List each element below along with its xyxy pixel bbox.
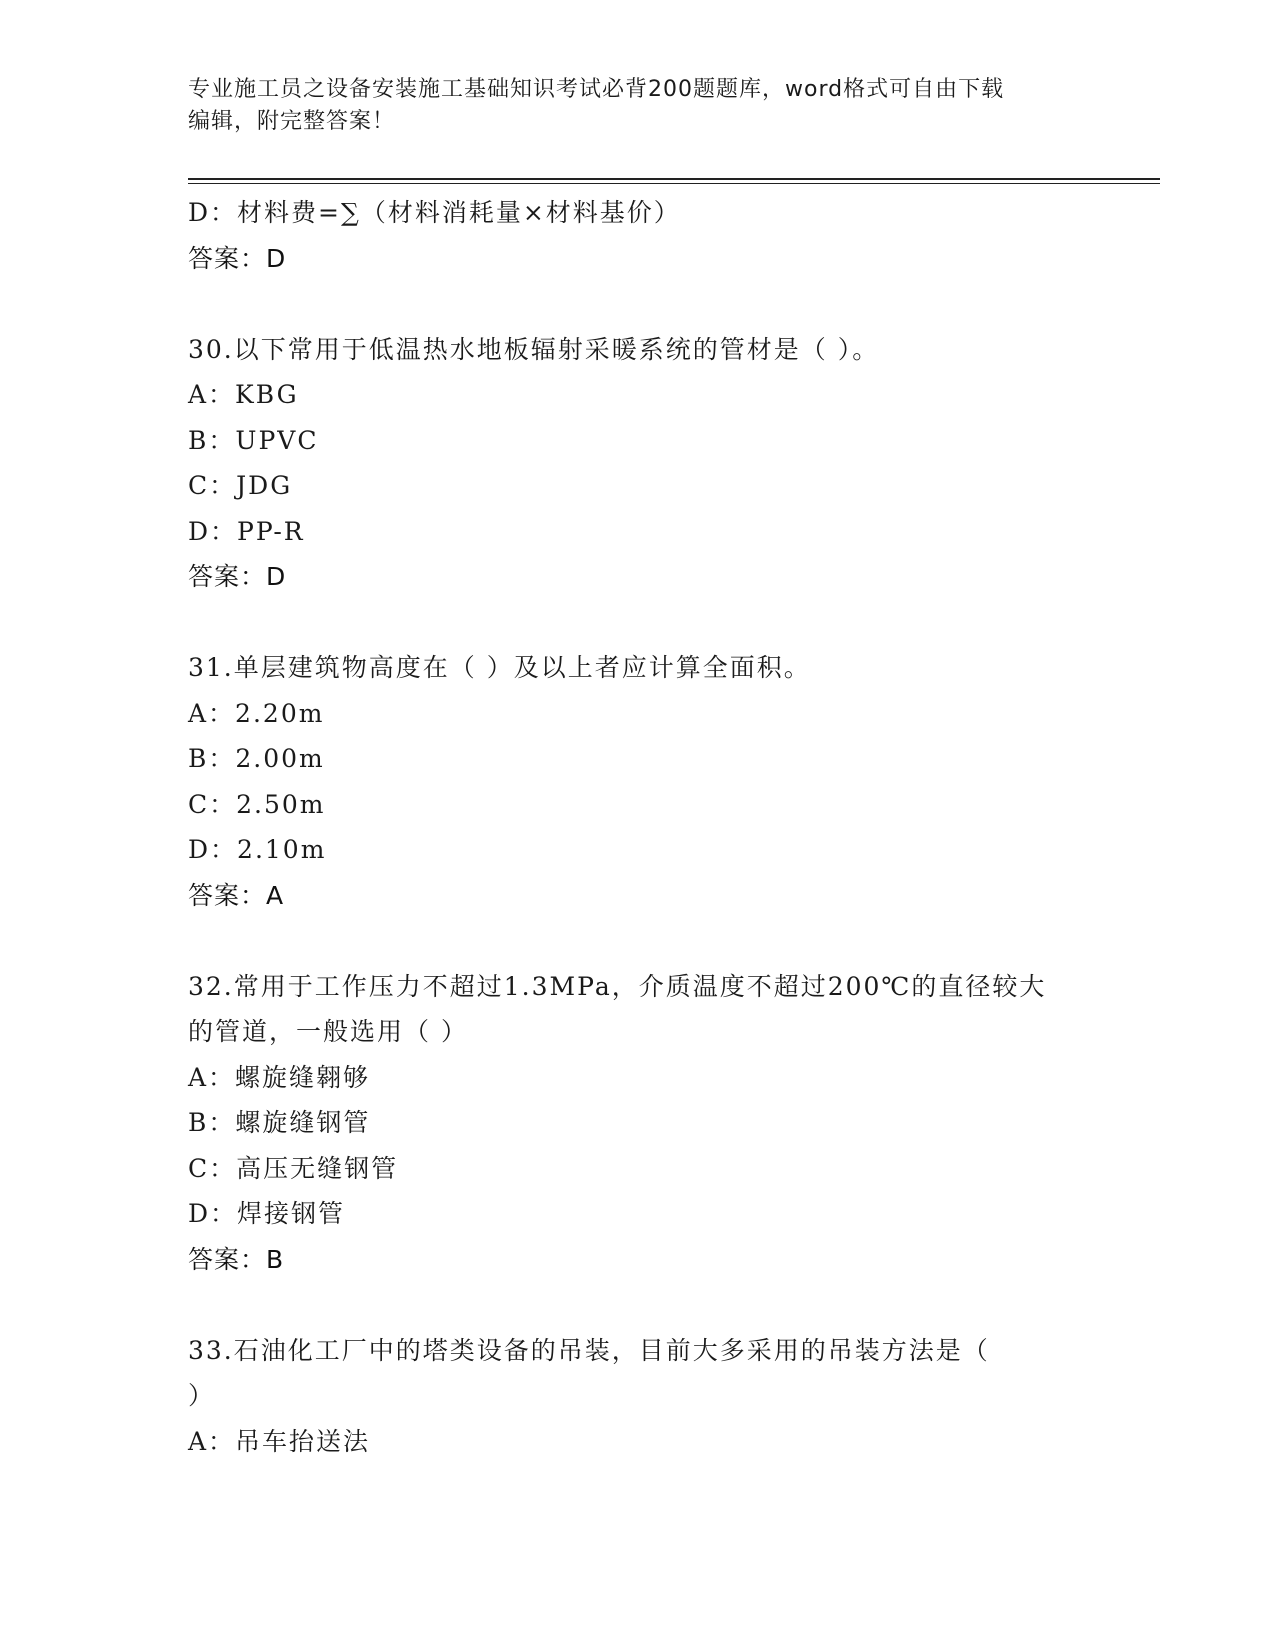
option-d: D：PP-R bbox=[188, 516, 305, 546]
question-30 bbox=[188, 327, 1088, 600]
option-a: A：KBG bbox=[188, 380, 299, 409]
option-d: D：2.10m bbox=[188, 835, 327, 864]
answer-line: 答案：D bbox=[188, 243, 287, 273]
answer-line: 答案：A bbox=[188, 880, 285, 910]
answer-line: 答案：B bbox=[188, 1244, 285, 1274]
question-stem-line-1: 33.石油化工厂中的塔类设备的吊装，目前大多采用的吊装方法是（ bbox=[188, 1335, 990, 1365]
question-32 bbox=[188, 964, 1088, 1283]
question-stem-line-2: ） bbox=[188, 1381, 216, 1410]
option-a: A：螺旋缝翱够 bbox=[188, 1062, 371, 1092]
question-stem-line-2: 的管道，一般选用（ ） bbox=[188, 1017, 468, 1046]
option-a: A：吊车抬送法 bbox=[188, 1426, 371, 1456]
option-a: A：2.20m bbox=[188, 698, 325, 728]
question-stem-line-1: 32.常用于工作压力不超过1.3MPa，介质温度不超过200℃的直径较大 bbox=[188, 971, 1047, 1001]
question-stem: 31.单层建筑物高度在（ ）及以上者应计算全面积。 bbox=[188, 653, 811, 682]
answer-line: 答案：D bbox=[188, 562, 287, 591]
document-header bbox=[188, 74, 1088, 138]
question-list bbox=[188, 190, 1088, 1464]
header-title-line-2: 编辑，附完整答案！ bbox=[188, 109, 396, 134]
option-b: B：UPVC bbox=[188, 425, 319, 455]
header-divider-thin bbox=[188, 183, 1160, 184]
question-33 bbox=[188, 1328, 1088, 1465]
option-c: C：高压无缝钢管 bbox=[188, 1153, 399, 1183]
question-stem: 30.以下常用于低温热水地板辐射采暖系统的管材是（ ）。 bbox=[188, 334, 880, 364]
header-divider-thick bbox=[188, 178, 1160, 180]
option-d: D：焊接钢管 bbox=[188, 1199, 346, 1228]
header-title-line-1: 专业施工员之设备安装施工基础知识考试必背200题题库，word格式可自由下载 bbox=[188, 77, 1005, 102]
question-31 bbox=[188, 645, 1088, 918]
option-d: D：材料费=∑（材料消耗量×材料基价） bbox=[188, 198, 681, 227]
option-b: B：2.00m bbox=[188, 744, 325, 773]
option-c: C：JDG bbox=[188, 471, 293, 500]
option-b: B：螺旋缝钢管 bbox=[188, 1108, 371, 1137]
option-c: C：2.50m bbox=[188, 789, 326, 819]
